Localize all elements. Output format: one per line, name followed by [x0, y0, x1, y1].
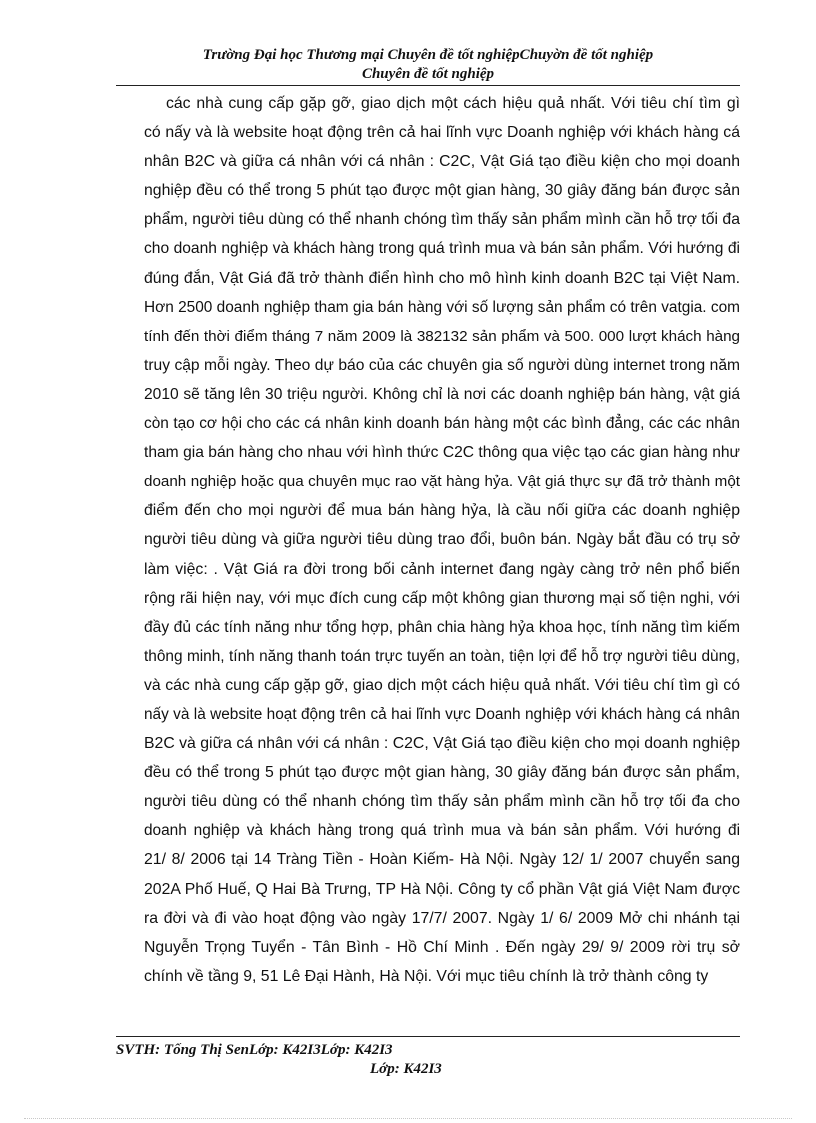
- body-line: Nguyễn Trọng Tuyển - Tân Bình - Hồ Chí Minh . Đến ngày 29/ 9/ 2009 rời trụ sở: [144, 938, 740, 956]
- footer-line-2: Lớp: K42I3: [370, 1061, 442, 1077]
- body-line: cho doanh nghiệp và khách hàng trong quá trình mua và bán sản phẩm. Với hướng đi: [144, 240, 740, 258]
- body-line: phẩm, người tiêu dùng có thể nhanh chóng tìm thấy sản phẩm mình cần hỗ trợ tối đa: [144, 211, 740, 229]
- body-line: đúng đắn, Vật Giá đã trở thành điển hình cho mô hình kinh doanh B2C tại Việt Nam.: [144, 269, 740, 287]
- header-line-1: Trường Đại học Thương mại Chuyên đề tốt nghiệpChuyờn đề tốt nghiệp: [202, 47, 654, 63]
- body-line: B2C và giữa cá nhân với cá nhân : C2C, Vật Giá tạo điều kiện cho mọi doanh nghiệp: [144, 735, 740, 753]
- body-line: người tiêu dùng và giữa người tiêu dùng trao đổi, buôn bán. Ngày bắt đầu có trụ sở: [144, 531, 740, 549]
- body-line: Hơn 2500 doanh nghiệp tham gia bán hàng với số lượng sản phẩm có trên vatgia. com: [144, 298, 740, 316]
- body-line: 2010 sẽ tăng lên 30 triệu người. Không chỉ là nơi các doanh nghiệp bán hàng, vật giá: [144, 385, 740, 403]
- body-line: tham gia bán hàng cho nhau với hình thức C2C thông qua việc tạo các gian hàng như: [144, 444, 740, 462]
- body-line: nghiệp đều có thể trong 5 phút tạo được một gian hàng, 30 giây đăng bán được sản: [144, 182, 740, 200]
- header-rule: [116, 85, 740, 86]
- body-line: tính đến thời điểm tháng 7 năm 2009 là 382132 sản phẩm và 500. 000 lượt khách hàng: [144, 327, 740, 345]
- body-line: doanh nghiệp hoặc qua chuyên mục rao vặt hàng hỷa. Vật giá thực sự đã trở thành một: [144, 473, 740, 491]
- body-line: có nấy và là website hoạt động trên cả hai lĩnh vực Doanh nghiệp với khách hàng cá: [144, 124, 740, 142]
- footer-rule: [116, 1036, 740, 1037]
- body-line: 202A Phố Huế, Q Hai Bà Trưng, TP Hà Nội. Công ty cổ phần Vật giá Việt Nam được: [144, 880, 740, 898]
- body-line: làm việc: . Vật Giá ra đời trong bối cảnh internet đang ngày càng trở nên phổ biến: [144, 560, 740, 578]
- body-text: [144, 89, 740, 991]
- body-line: đều có thể trong 5 phút tạo được một gian hàng, 30 giây đăng bán được sản phẩm,: [144, 764, 740, 782]
- body-line: truy cập mỗi ngày. Theo dự báo của các chuyên gia số người dùng internet trong năm: [144, 356, 740, 374]
- body-line: đầy đủ các tính năng như tổng hợp, phân chia hàng hỷa khoa học, tính năng tìm kiếm: [144, 618, 740, 636]
- header-line-2: Chuyên đề tốt nghiệp: [361, 66, 495, 82]
- page-header: [116, 46, 740, 84]
- page-edge-dots: [24, 1118, 792, 1119]
- body-line: nhân B2C và giữa cá nhân với cá nhân : C2C, Vật Giá tạo điều kiện cho mọi doanh: [144, 153, 740, 171]
- body-line: ra đời và đi vào hoạt động vào ngày 17/7/ 2007. Ngày 1/ 6/ 2009 Mở chi nhánh tại: [144, 909, 740, 927]
- page-footer: [116, 1041, 740, 1079]
- body-line: nấy và là website hoạt động trên cả hai lĩnh vực Doanh nghiệp với khách hàng cá nhân: [144, 705, 740, 723]
- body-line: doanh nghiệp và khách hàng trong quá trình mua và bán sản phẩm. Với hướng đi: [144, 822, 740, 840]
- body-line: điểm đến cho mọi người để mua bán hàng hỷa, là cầu nối giữa các doanh nghiệp: [144, 502, 740, 520]
- body-line: chính về tầng 9, 51 Lê Đại Hành, Hà Nội. Với mục tiêu chính là trở thành công ty: [144, 967, 709, 985]
- body-line: rộng rãi hiện nay, với mục đích cung cấp một không gian thương mại số tiện nghi, với: [144, 589, 740, 607]
- body-line: người tiêu dùng có thể nhanh chóng tìm thấy sản phẩm mình cần hỗ trợ tối đa cho: [144, 793, 740, 811]
- body-line: và các nhà cung cấp gặp gỡ, giao dịch một cách hiệu quả nhất. Với tiêu chí tìm gì có: [144, 676, 740, 694]
- body-line: các nhà cung cấp gặp gỡ, giao dịch một cách hiệu quả nhất. Với tiêu chí tìm gì: [166, 95, 740, 112]
- body-line: 21/ 8/ 2006 tại 14 Tràng Tiền - Hoàn Kiếm- Hà Nội. Ngày 12/ 1/ 2007 chuyển sang: [144, 851, 740, 869]
- body-line: thông minh, tính năng thanh toán trực tuyến an toàn, tiện lợi để hỗ trợ người tiêu dùng,: [144, 647, 740, 665]
- footer-line-1: SVTH: Tống Thị SenLớp: K42I3Lớp: K42I3: [116, 1042, 393, 1058]
- body-line: còn tạo cơ hội cho các cá nhân kinh doanh bán hàng một các bình đẳng, các các nhân: [144, 415, 740, 433]
